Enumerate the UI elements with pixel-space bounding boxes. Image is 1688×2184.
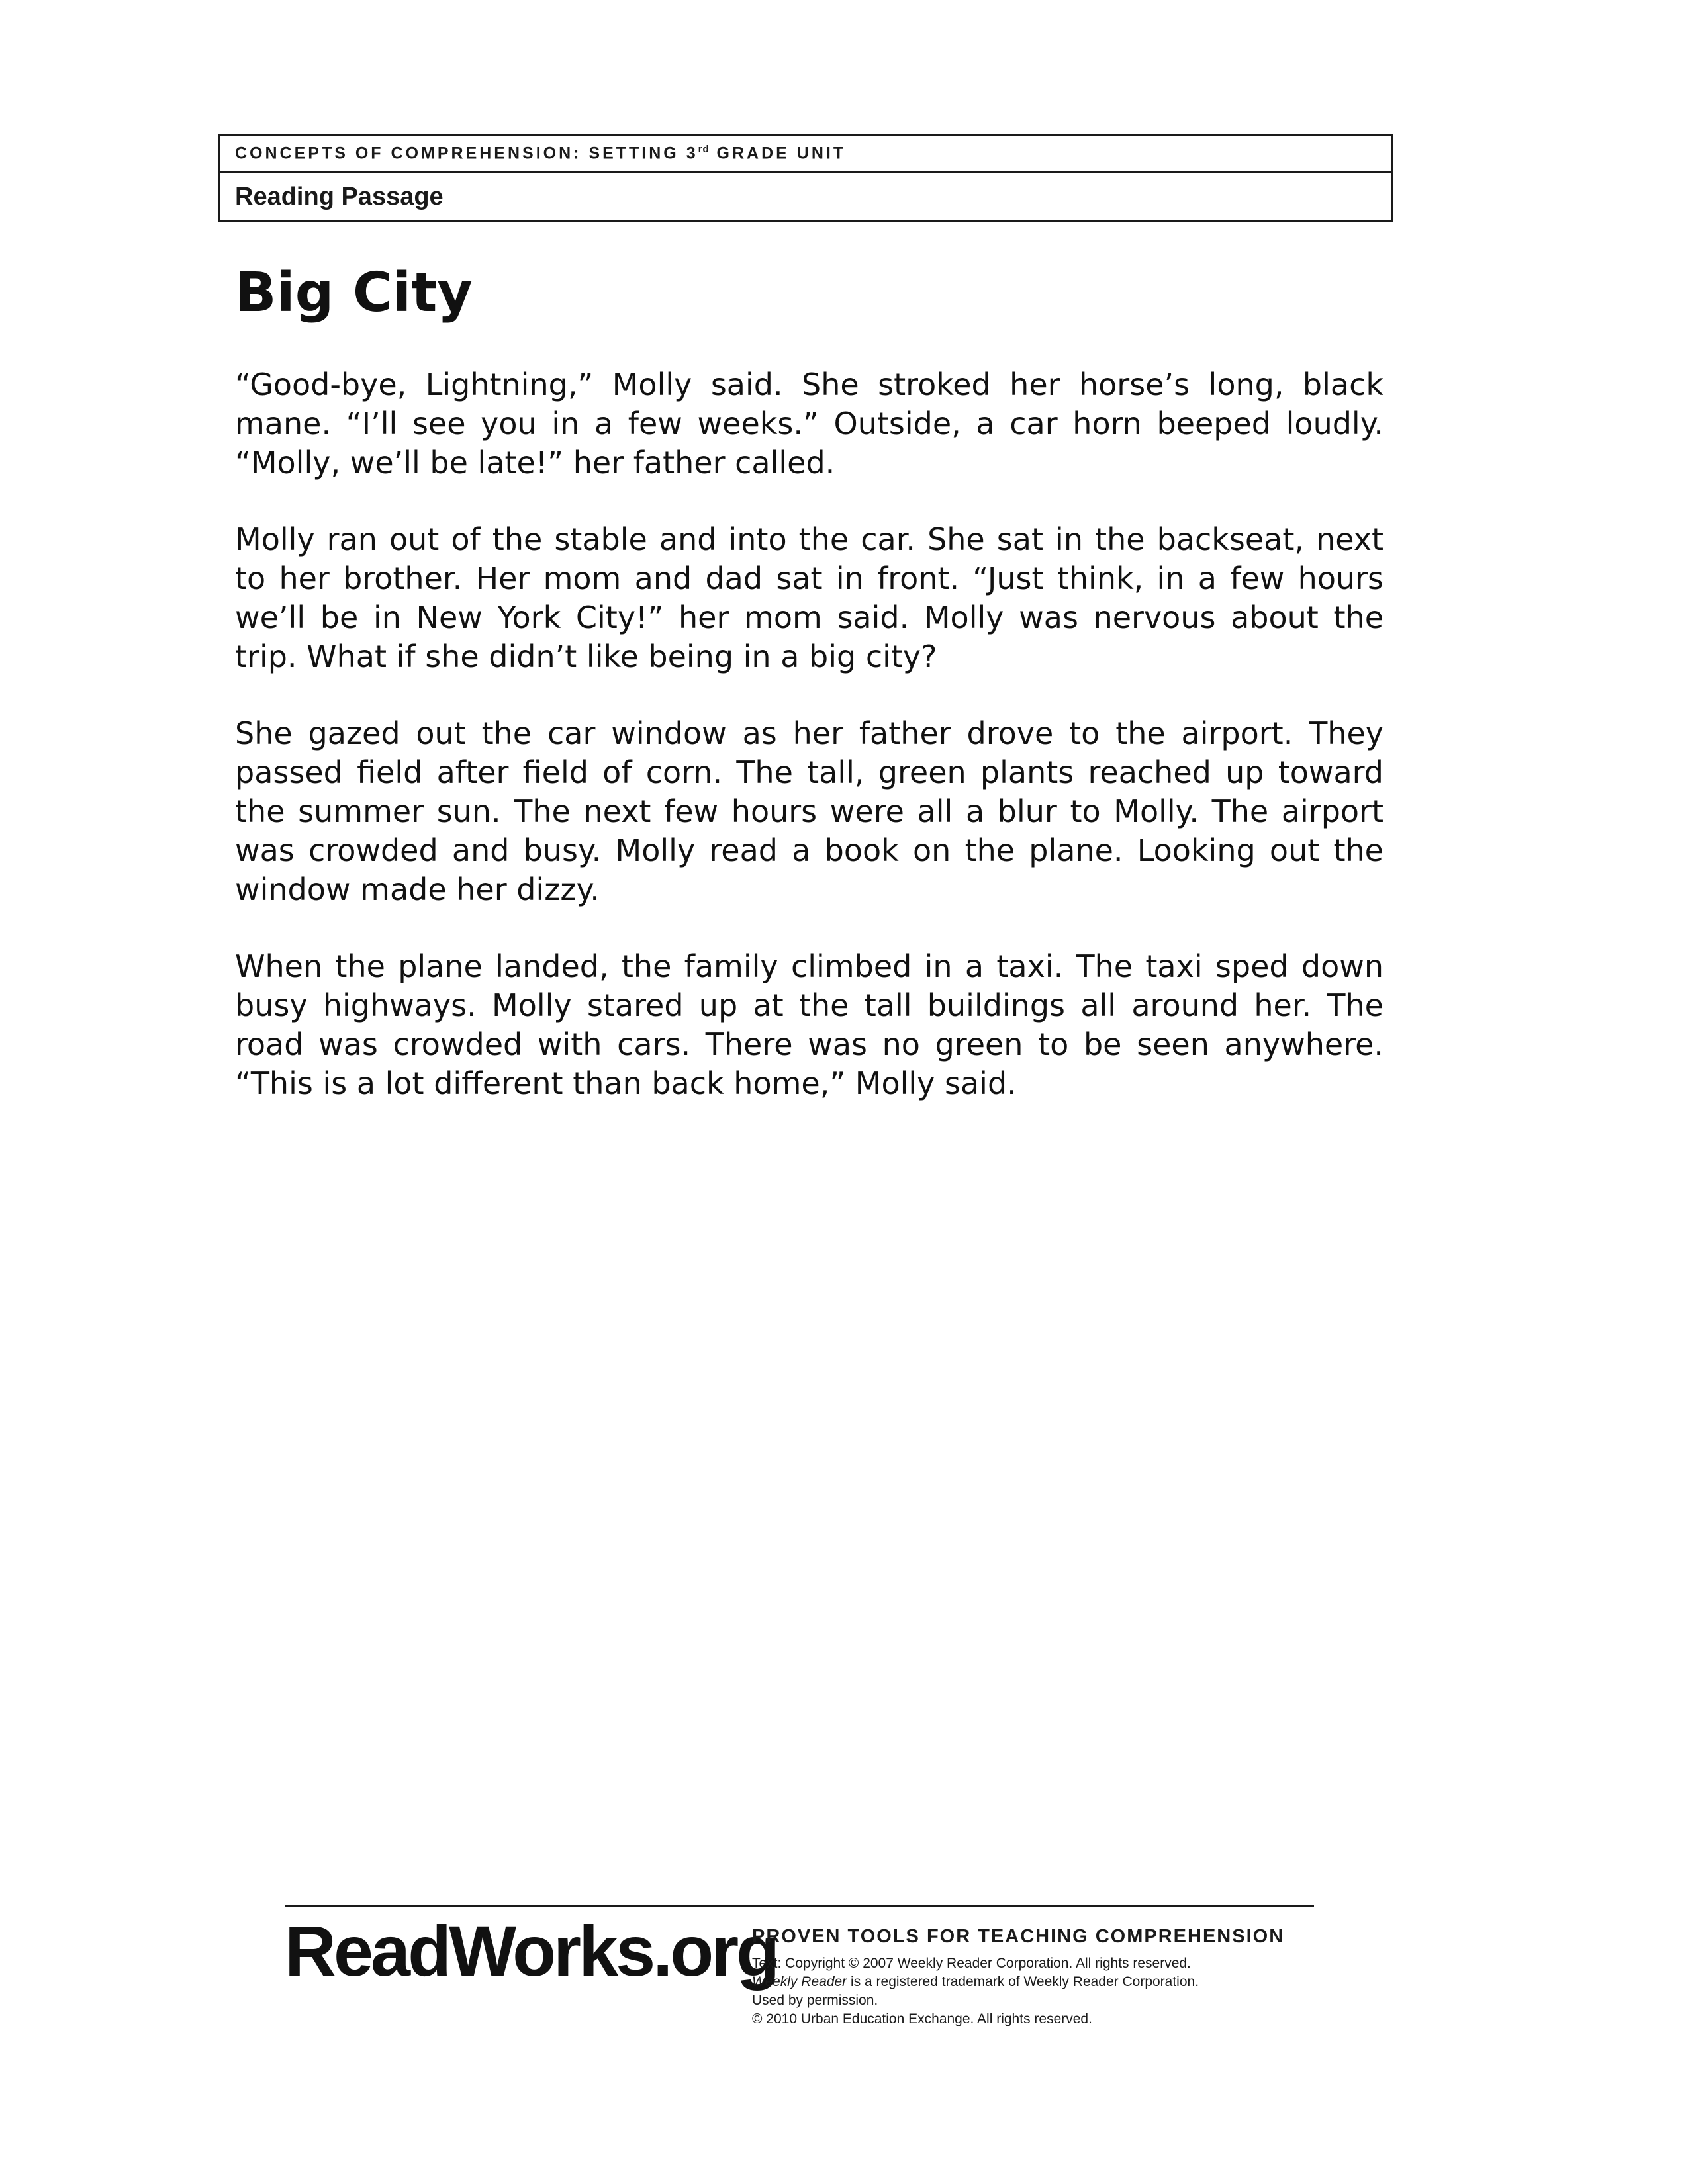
passage-title: Big City — [235, 261, 473, 324]
passage-paragraph-1: “Good-bye, Lightning,” Molly said. She stroked her horse’s long, black mane. “I’ll see you in a few weeks.” Outside, a car horn beeped loudly. “Molly, we’ll be late!” her father called. — [235, 367, 1383, 480]
unit-label-prefix: CONCEPTS OF COMPREHENSION: SETTING 3 — [235, 144, 698, 163]
footer-divider — [285, 1905, 1314, 1907]
section-header-row — [220, 173, 1391, 220]
footer-trademark-rest: is a registered trademark of Weekly Reader Corporation. — [847, 1974, 1199, 1989]
unit-label — [235, 144, 846, 163]
passage-body — [235, 365, 1383, 1141]
passage-paragraph-2: Molly ran out of the stable and into the car. She sat in the backseat, next to her brother. Her mom and dad sat in front. “Just think, in a few hours we’ll be in New York City!” her mom said. Molly was nervous about the trip. What if she didn’t like being in a big city? — [235, 522, 1383, 674]
readworks-logo: ReadWorks.org — [285, 1911, 778, 1991]
unit-label-suffix: GRADE UNIT — [709, 144, 847, 163]
unit-label-superscript: rd — [698, 144, 710, 156]
footer-trademark-italic: Weekly Reader — [752, 1974, 847, 1989]
passage-paragraph-4: When the plane landed, the family climbed in a taxi. The taxi sped down busy highways. Molly stared up at the tall buildings all around her. The road was crowded with cars. There was no green to be seen anywhere. “This is a lot different than back home,” Molly said. — [235, 948, 1383, 1101]
passage-paragraph-3: She gazed out the car window as her father drove to the airport. They passed field after field of corn. The tall, green plants reached up toward the summer sun. The next few hours were all a blur to Molly. The airport was crowded and busy. Molly read a book on the plane. Looking out the window made her dizzy. — [235, 715, 1383, 907]
section-label: Reading Passage — [235, 182, 444, 210]
unit-header-box — [218, 134, 1393, 222]
unit-header-row — [220, 136, 1391, 173]
footer-copyright-text: Text: Copyright © 2007 Weekly Reader Corporation. All rights reserved. — [752, 1956, 1191, 1971]
footer-tagline: PROVEN TOOLS FOR TEACHING COMPREHENSION — [752, 1926, 1285, 1947]
footer-info — [752, 1926, 1321, 2028]
footer-copyright-org: © 2010 Urban Education Exchange. All rights reserved. — [752, 2011, 1092, 2026]
footer-trademark — [752, 1973, 1321, 1991]
footer-permission: Used by permission. — [752, 1993, 878, 2008]
